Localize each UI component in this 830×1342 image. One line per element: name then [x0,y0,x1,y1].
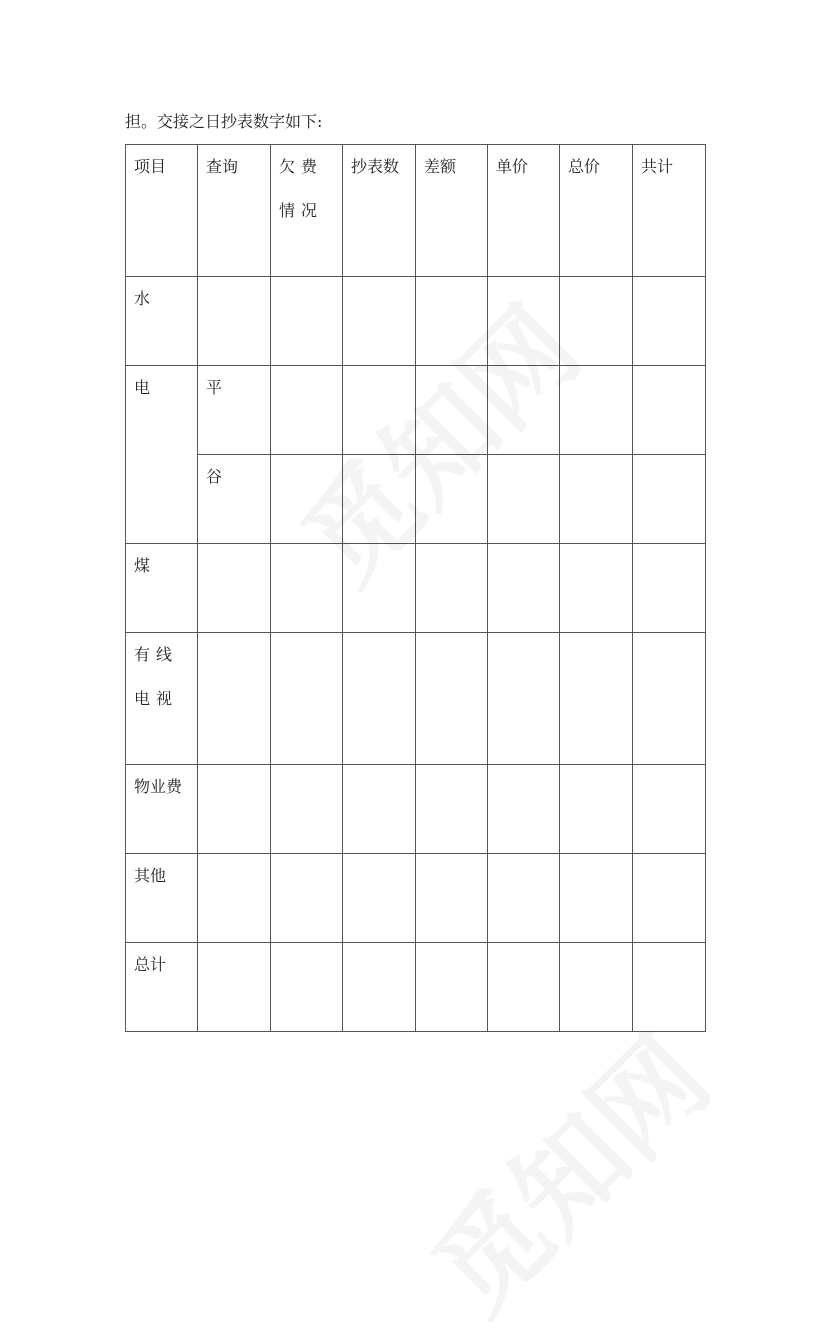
table-cell [633,544,706,633]
table-row-cable-tv [126,633,706,765]
table-cell [416,633,488,765]
table-cell [271,943,343,1032]
header-cell-difference: 差额 [416,145,488,277]
header-cell-item: 项目 [126,145,198,277]
table-cell [560,943,633,1032]
table-cell [488,544,560,633]
table-row-total [126,943,706,1032]
row-label-electricity: 电 [126,366,198,544]
table-cell [416,943,488,1032]
table-cell [416,544,488,633]
table-cell [488,277,560,366]
table-cell [271,854,343,943]
table-cell [343,455,416,544]
table-cell [488,854,560,943]
table-cell [560,854,633,943]
table-cell [198,765,271,854]
table-cell [198,544,271,633]
row-label-gas: 煤 [126,544,198,633]
table-row-other [126,854,706,943]
table-cell [488,366,560,455]
table-cell [560,765,633,854]
watermark [392,996,737,1341]
table-cell [343,633,416,765]
table-cell [343,854,416,943]
table-cell [488,633,560,765]
table-cell [198,633,271,765]
row-label-other: 其他 [126,854,198,943]
table-cell [271,544,343,633]
sub-label-valley: 谷 [198,455,271,544]
meter-reading-table [125,144,706,1032]
header-cell-arrears: 欠费情况 [271,145,343,277]
table-cell [560,366,633,455]
table-cell [560,633,633,765]
table-cell [343,544,416,633]
table-row-gas [126,544,706,633]
table-cell [416,765,488,854]
table-cell [633,943,706,1032]
row-label-cable-tv: 有线电视 [126,633,198,765]
intro-text: 担。交接之日抄表数字如下: [125,112,323,131]
table-row-water [126,277,706,366]
table-cell [198,854,271,943]
table-cell [633,854,706,943]
table-cell [633,455,706,544]
table-cell [416,854,488,943]
row-label-water: 水 [126,277,198,366]
table-cell [560,277,633,366]
table-cell [560,544,633,633]
table-cell [198,277,271,366]
table-cell [271,455,343,544]
table-header-row [126,145,706,277]
row-label-property-fee: 物业费 [126,765,198,854]
table-row-electricity-valley [126,455,706,544]
table-cell [271,633,343,765]
table-cell [633,366,706,455]
table-cell [633,765,706,854]
table-cell [416,277,488,366]
header-cell-total-price: 总价 [560,145,633,277]
table-cell [271,366,343,455]
header-cell-query: 查询 [198,145,271,277]
table-cell [633,277,706,366]
table-row-electricity-peak [126,366,706,455]
row-label-total: 总计 [126,943,198,1032]
table-cell [488,943,560,1032]
table-cell [343,943,416,1032]
table-cell [271,277,343,366]
table-cell [343,765,416,854]
table-cell [198,943,271,1032]
table-row-property-fee [126,765,706,854]
table-cell [488,455,560,544]
table-cell [343,366,416,455]
header-cell-unit-price: 单价 [488,145,560,277]
table-cell [271,765,343,854]
table-cell [560,455,633,544]
table-cell [488,765,560,854]
header-cell-reading: 抄表数 [343,145,416,277]
sub-label-peak: 平 [198,366,271,455]
header-cell-sum: 共计 [633,145,706,277]
table-cell [416,366,488,455]
table-cell [343,277,416,366]
table-cell [416,455,488,544]
table-cell [633,633,706,765]
